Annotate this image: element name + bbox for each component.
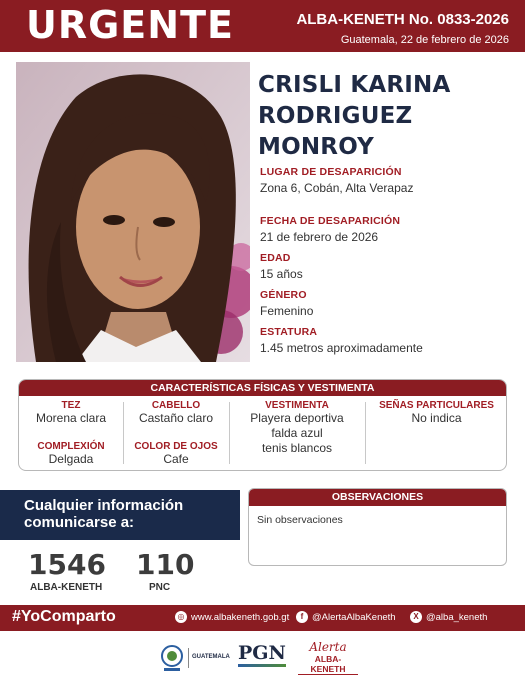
urgent-title: URGENTE [26, 3, 234, 47]
hashtag[interactable]: #YoComparto [12, 608, 116, 625]
detail-label: ESTATURA [260, 326, 318, 338]
pgn-logo [238, 642, 290, 672]
char-value: Morena clara [35, 411, 107, 425]
contact-line1: Cualquier información [24, 497, 184, 514]
characteristics-title: CARACTERÍSTICAS FÍSICAS Y VESTIMENTA [19, 380, 506, 396]
char-tez [19, 400, 123, 426]
location-date: Guatemala, 22 de febrero de 2026 [340, 34, 509, 46]
characteristics-panel [18, 379, 507, 471]
detail-value: 21 de febrero de 2026 [260, 230, 379, 244]
divider [188, 648, 189, 668]
alerta-text: Alerta [309, 640, 347, 654]
phone-pnc-label: PNC [149, 582, 171, 593]
detail-height [260, 326, 520, 355]
person-name [258, 70, 520, 163]
char-label: TEZ [61, 400, 81, 411]
char-label: SEÑAS PARTICULARES [379, 400, 494, 411]
detail-label: GÉNERO [260, 289, 307, 301]
facebook-link[interactable] [296, 611, 396, 623]
char-label: CABELLO [151, 400, 201, 411]
guatemala-logo-text: GUATEMALA [192, 654, 230, 660]
char-label: COMPLEXIÓN [37, 441, 105, 452]
alba-keneth-text: ALBA-KENETH [298, 654, 358, 675]
x-icon: X [410, 611, 422, 623]
alert-number: ALBA-KENETH No. 0833-2026 [296, 11, 509, 28]
phone-alba-keneth[interactable]: 1546 [28, 548, 106, 581]
detail-date [260, 215, 520, 244]
contact-banner [0, 490, 240, 540]
detail-label: FECHA DE DESAPARICIÓN [260, 215, 401, 227]
pgn-text: PGN [238, 642, 286, 664]
char-label: COLOR DE OJOS [134, 441, 218, 452]
twitter-text: @alba_keneth [426, 611, 488, 623]
detail-value: 1.45 metros aproximadamente [260, 341, 423, 355]
missing-person-photo [16, 62, 250, 362]
contact-line2: comunicarse a: [24, 514, 135, 531]
header-banner [0, 0, 525, 52]
facebook-text: @AlertaAlbaKeneth [312, 611, 396, 623]
pgn-underline [238, 664, 286, 667]
char-eyes [123, 441, 229, 467]
detail-value: Femenino [260, 304, 314, 318]
detail-value: Zona 6, Cobán, Alta Verapaz [260, 181, 414, 195]
alerta-alba-keneth-logo [298, 640, 358, 674]
globe-icon: ◎ [175, 611, 187, 623]
twitter-link[interactable] [410, 611, 487, 623]
char-label: VESTIMENTA [265, 400, 329, 411]
facebook-icon: f [296, 611, 308, 623]
char-value: Cafe [163, 452, 189, 466]
char-value: tenis blancos [261, 441, 333, 455]
char-clothing [229, 400, 365, 456]
website-link[interactable] [175, 611, 289, 623]
person-name-line1: CRISLI KARINA [258, 72, 451, 98]
char-complexion [19, 441, 123, 467]
observations-title: OBSERVACIONES [249, 489, 506, 506]
observations-panel [248, 488, 507, 566]
char-value: Delgada [48, 452, 94, 466]
contact-text [24, 497, 183, 531]
person-name-line2: RODRIGUEZ MONROY [258, 103, 413, 160]
char-value: No indica [411, 411, 462, 425]
website-text: www.albakeneth.gob.gt [191, 611, 290, 623]
guatemala-logo [160, 642, 230, 672]
coat-of-arms-icon [160, 642, 184, 672]
phone-pnc[interactable]: 110 [136, 548, 195, 581]
logos-row [0, 636, 525, 679]
portrait-illustration [16, 62, 250, 362]
detail-place [260, 166, 520, 195]
char-value: Castaño claro [138, 411, 214, 425]
char-value: Playera deportiva [250, 411, 344, 425]
char-value: falda azul [271, 426, 323, 440]
detail-label: LUGAR DE DESAPARICIÓN [260, 166, 402, 178]
char-hair [123, 400, 229, 426]
phone-alba-keneth-label: ALBA-KENETH [30, 582, 103, 593]
detail-gender [260, 289, 520, 318]
detail-value: 15 años [260, 267, 303, 281]
detail-label: EDAD [260, 252, 291, 264]
char-marks [365, 400, 507, 426]
footer-bar [0, 605, 525, 631]
detail-age [260, 252, 520, 281]
observations-text: Sin observaciones [257, 514, 343, 526]
